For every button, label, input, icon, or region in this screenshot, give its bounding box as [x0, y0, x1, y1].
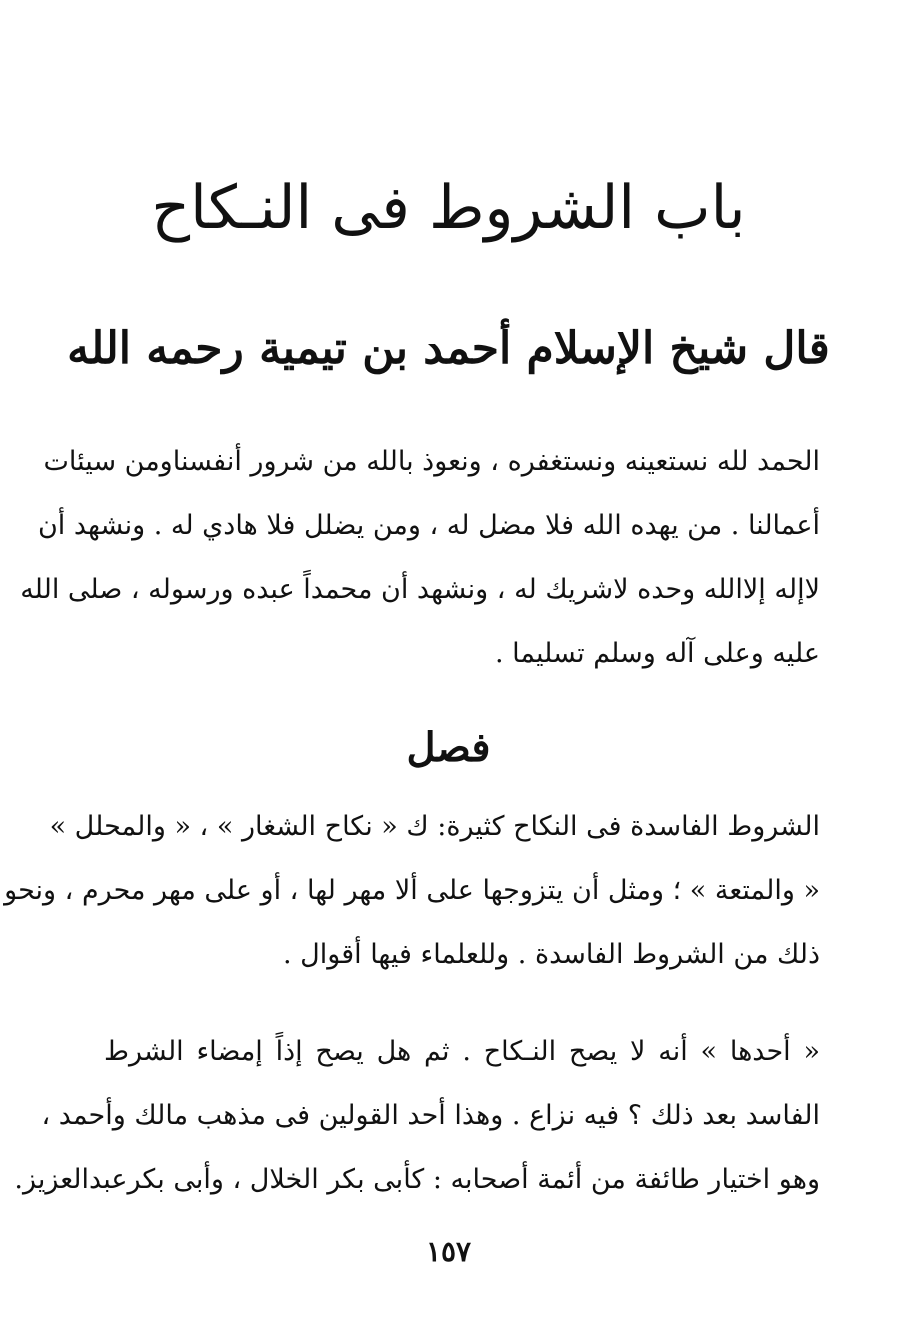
paragraph-line: الفاسد بعد ذلك ؟ فيه نزاع . وهذا أحد القولين فى مذهب مالك وأحمد ، — [41, 1100, 820, 1131]
section-paragraph-2 — [14, 1020, 820, 1212]
paragraph-line: أعمالنا . من يهده الله فلا مضل له ، ومن يضلل فلا هادي له . ونشهد أن — [37, 510, 820, 541]
section-paragraph-1 — [4, 795, 820, 987]
section-heading: فصل — [406, 724, 491, 771]
paragraph-line: وهو اختيار طائفة من أئمة أصحابه : كأبى بكر الخلال ، وأبى بكرعبدالعزيز. — [14, 1164, 820, 1195]
page-number: ١٥٧ — [425, 1235, 472, 1268]
paragraph-line: « أحدها » أنه لا يصح النـكاح . ثم هل يصح إذاً إمضاء الشرط — [104, 1036, 820, 1067]
paragraph-line: لاإله إلاالله وحده لاشريك له ، ونشهد أن محمداً عبده ورسوله ، صلى الله — [20, 574, 820, 605]
chapter-title: باب الشروط فى النـكاح — [151, 173, 746, 243]
paragraph-line: الحمد لله نستعينه ونستغفره ، ونعوذ بالله من شرور أنفسناومن سيئات — [43, 446, 820, 477]
paragraph-line: ذلك من الشروط الفاسدة . وللعلماء فيها أقوال . — [282, 939, 820, 970]
paragraph-line: « والمتعة » ؛ ومثل أن يتزوجها على ألا مهر لها ، أو على مهر محرم ، ونحو — [4, 875, 820, 906]
intro-paragraph — [20, 430, 820, 686]
chapter-subtitle: قال شيخ الإسلام أحمد بن تيمية رحمه الله — [67, 323, 830, 374]
paragraph-line: عليه وعلى آله وسلم تسليما . — [494, 638, 820, 669]
paragraph-line: الشروط الفاسدة فى النكاح كثيرة: ك « نكاح الشغار » ، « والمحلل » — [49, 811, 820, 842]
